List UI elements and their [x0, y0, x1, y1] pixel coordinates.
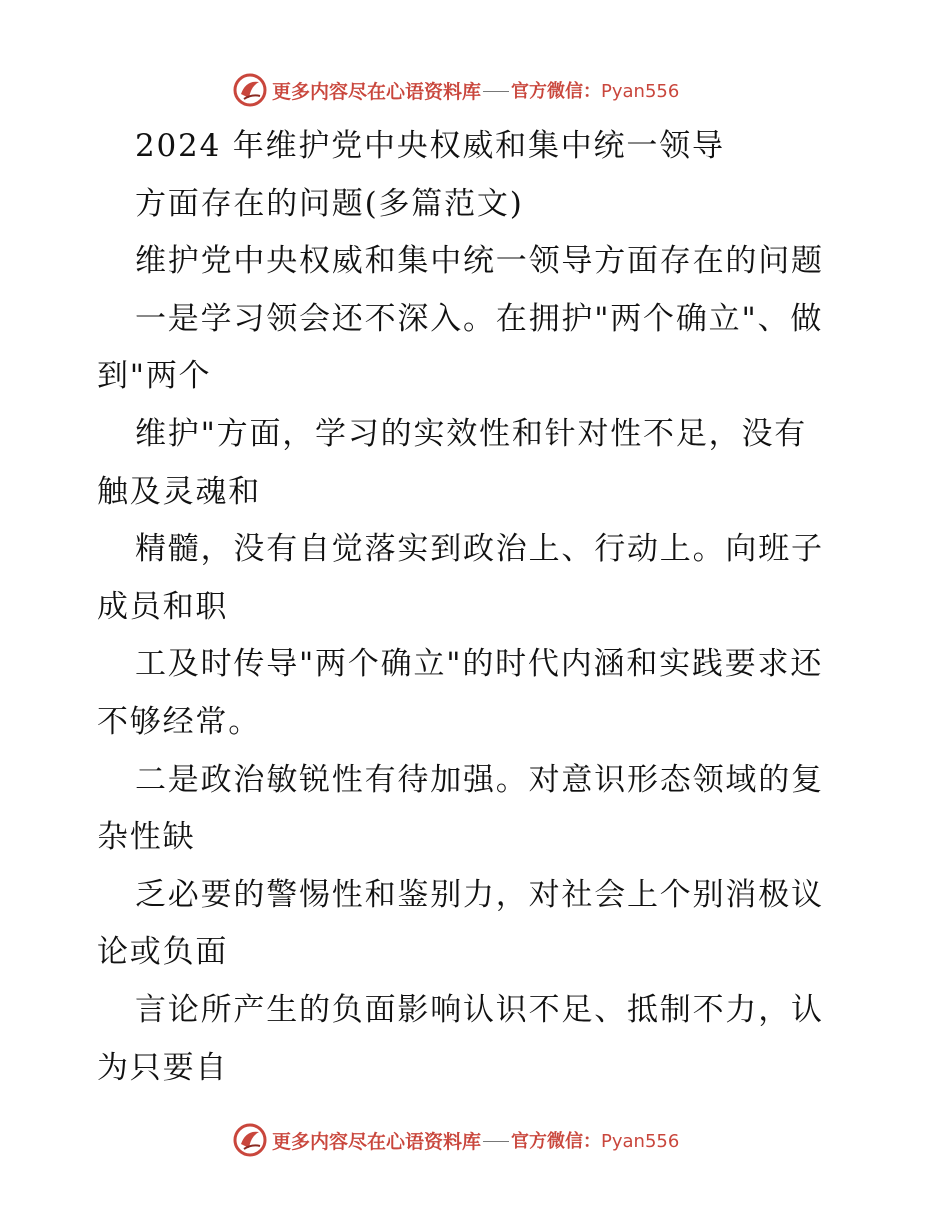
text-line: 工及时传导"两个确立"的时代内涵和实践要求还 [135, 646, 824, 683]
text-line: 维护党中央权威和集中统一领导方面存在的问题 [135, 243, 824, 280]
watermark-wechat [511, 77, 679, 103]
text-line: 精髓，没有自觉落实到政治上、行动上。向班子 [135, 531, 824, 568]
document-body [97, 118, 857, 1097]
wechat-id: Pyan556 [601, 1131, 680, 1152]
swirl-logo-icon [232, 1122, 268, 1158]
text-line: 二是政治敏锐性有待加强。对意识形态领域的复 [135, 761, 824, 798]
watermark-text: 更多内容尽在心语资料库 [272, 1130, 482, 1153]
watermark-divider [483, 91, 509, 92]
watermark-wechat [511, 1127, 679, 1153]
text-line: 论或负面 [97, 934, 229, 971]
wechat-id: Pyan556 [601, 81, 680, 102]
text-line: 杂性缺 [97, 819, 196, 856]
text-line: 乏必要的警惕性和鉴别力，对社会上个别消极议 [135, 876, 824, 913]
text-line: 维护"方面，学习的实效性和针对性不足，没有 [135, 415, 808, 452]
swirl-logo-icon [232, 72, 268, 108]
header-watermark [232, 70, 679, 110]
text-line: 触及灵魂和 [97, 473, 261, 510]
text-line: 一是学习领会还不深入。在拥护"两个确立"、做 [135, 300, 824, 337]
text-line: 2024 年维护党中央权威和集中统一领导 [135, 128, 725, 164]
text-line: 方面存在的问题(多篇范文) [135, 185, 524, 222]
wechat-label: 官方微信： [511, 81, 602, 102]
text-line: 不够经常。 [97, 703, 261, 740]
text-line: 为只要自 [97, 1049, 229, 1086]
text-line: 到"两个 [97, 358, 212, 395]
wechat-label: 官方微信： [511, 1131, 602, 1152]
text-line: 成员和职 [97, 588, 229, 625]
footer-watermark [232, 1120, 679, 1160]
watermark-divider [483, 1141, 509, 1142]
text-line: 言论所产生的负面影响认识不足、抵制不力，认 [135, 991, 824, 1028]
watermark-text: 更多内容尽在心语资料库 [272, 80, 482, 103]
